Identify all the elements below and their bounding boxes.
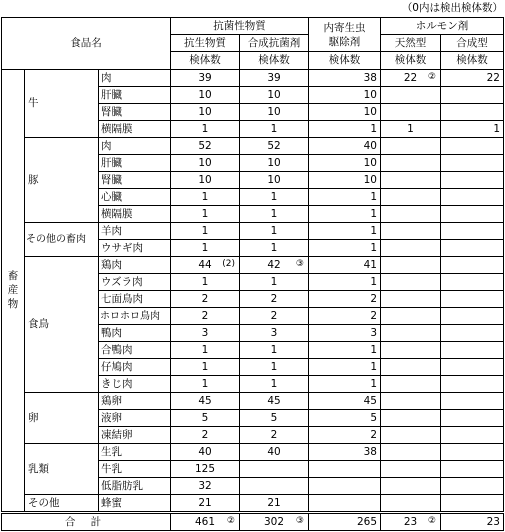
item-name: ウズラ肉: [99, 274, 171, 291]
detected-count: ②: [427, 516, 436, 526]
header-synthetic-antibacterial: 合成抗菌剤: [240, 35, 309, 52]
table-row: 鴨肉 3 3 3: [2, 325, 504, 342]
item-name: 低脂肪乳: [99, 478, 171, 495]
header-antibacterial: 抗菌性物質: [171, 18, 309, 35]
header-natural: 天然型: [381, 35, 441, 52]
group-pork: 豚: [25, 138, 99, 223]
item-name: 生乳: [99, 444, 171, 461]
item-name: 横隔膜: [99, 206, 171, 223]
item-name: 七面鳥肉: [99, 291, 171, 308]
item-name: 合鴨肉: [99, 342, 171, 359]
group-dairy: 乳類: [25, 444, 99, 495]
table-row: その他の畜肉 羊肉 1 1 1: [2, 223, 504, 240]
table-row: 肝臓 10 10 10: [2, 87, 504, 104]
item-name: 腎臓: [99, 172, 171, 189]
table-row: 肝臓 10 10 10: [2, 155, 504, 172]
detected-count: ②: [427, 72, 436, 82]
table-row: ウサギ肉 1 1 1: [2, 240, 504, 257]
table-row: ホロホロ鳥肉 2 2 2: [2, 308, 504, 325]
table-row: 畜産物 牛 肉 39 39 38 22 ② 22: [2, 70, 504, 87]
table-row: 横隔膜 1 1 1 1 1: [2, 121, 504, 138]
item-name: 液卵: [99, 410, 171, 427]
table-row: 合鴨肉 1 1 1: [2, 342, 504, 359]
header-sample-count: 検体数: [381, 52, 441, 70]
item-name: 羊肉: [99, 223, 171, 240]
table-row: 食鳥 鶏肉 44 (2) 42 ③ 41: [2, 257, 504, 274]
item-name: 鶏肉: [99, 257, 171, 274]
total-row: 合 計 461 ② 302 ③ 265 23 ② 23: [2, 513, 504, 531]
item-name: きじ肉: [99, 376, 171, 393]
detected-count: (2): [222, 259, 235, 269]
table-row: 仔鳩肉 1 1 1: [2, 359, 504, 376]
table-row: 豚 肉 52 52 40: [2, 138, 504, 155]
item-name: 肉: [99, 70, 171, 87]
table-row: 腎臓 10 10 10: [2, 104, 504, 121]
header-food-name: 食品名: [2, 18, 171, 70]
group-other-livestock: その他の畜肉: [25, 223, 99, 257]
table-row: 液卵 5 5 5: [2, 410, 504, 427]
item-name: 凍結卵: [99, 427, 171, 444]
item-name: 肝臓: [99, 87, 171, 104]
item-name: 牛乳: [99, 461, 171, 478]
table-row: 横隔膜 1 1 1: [2, 206, 504, 223]
header-sample-count: 検体数: [309, 52, 381, 70]
table-row: 卵 鶏卵 45 45 45: [2, 393, 504, 410]
group-beef: 牛: [25, 70, 99, 138]
item-name: 横隔膜: [99, 121, 171, 138]
detected-count: ③: [295, 259, 304, 269]
table-row: 心臓 1 1 1: [2, 189, 504, 206]
table-row: きじ肉 1 1 1: [2, 376, 504, 393]
group-egg: 卵: [25, 393, 99, 444]
table-row: 腎臓 10 10 10: [2, 172, 504, 189]
table-row: 牛乳 125: [2, 461, 504, 478]
table-row: ウズラ肉 1 1 1: [2, 274, 504, 291]
header-sample-count: 検体数: [240, 52, 309, 70]
detected-count: ②: [226, 516, 235, 526]
total-label: 合 計: [2, 513, 171, 531]
item-name: 仔鳩肉: [99, 359, 171, 376]
header-antibiotic: 抗生物質: [171, 35, 240, 52]
item-name: 鴨肉: [99, 325, 171, 342]
header-endoparasite: 内寄生虫 駆除剤: [309, 18, 381, 52]
item-name: ホロホロ鳥肉: [99, 308, 171, 325]
table-row: 乳類 生乳 40 40 38: [2, 444, 504, 461]
table-row: 凍結卵 2 2 2: [2, 427, 504, 444]
item-name: 肉: [99, 138, 171, 155]
item-name: 心臓: [99, 189, 171, 206]
header-synthetic: 合成型: [441, 35, 504, 52]
detected-count: ③: [295, 516, 304, 526]
table-row: 七面鳥肉 2 2 2: [2, 291, 504, 308]
item-name: 腎臓: [99, 104, 171, 121]
header-sample-count: 検体数: [441, 52, 504, 70]
header-hormone: ホルモン剤: [381, 18, 504, 35]
group-other: その他: [25, 495, 99, 513]
item-name: 鶏卵: [99, 393, 171, 410]
item-name: 肝臓: [99, 155, 171, 172]
category-livestock: 畜産物: [2, 70, 25, 513]
item-name: 蜂蜜: [99, 495, 171, 513]
table-row: 低脂肪乳 32: [2, 478, 504, 495]
table-note: （0内は検出検体数）: [401, 2, 503, 14]
table-row: その他 蜂蜜 21 21: [2, 495, 504, 513]
header-sample-count: 検体数: [171, 52, 240, 70]
group-poultry: 食鳥: [25, 257, 99, 393]
residue-inspection-table: [1, 17, 504, 531]
item-name: ウサギ肉: [99, 240, 171, 257]
